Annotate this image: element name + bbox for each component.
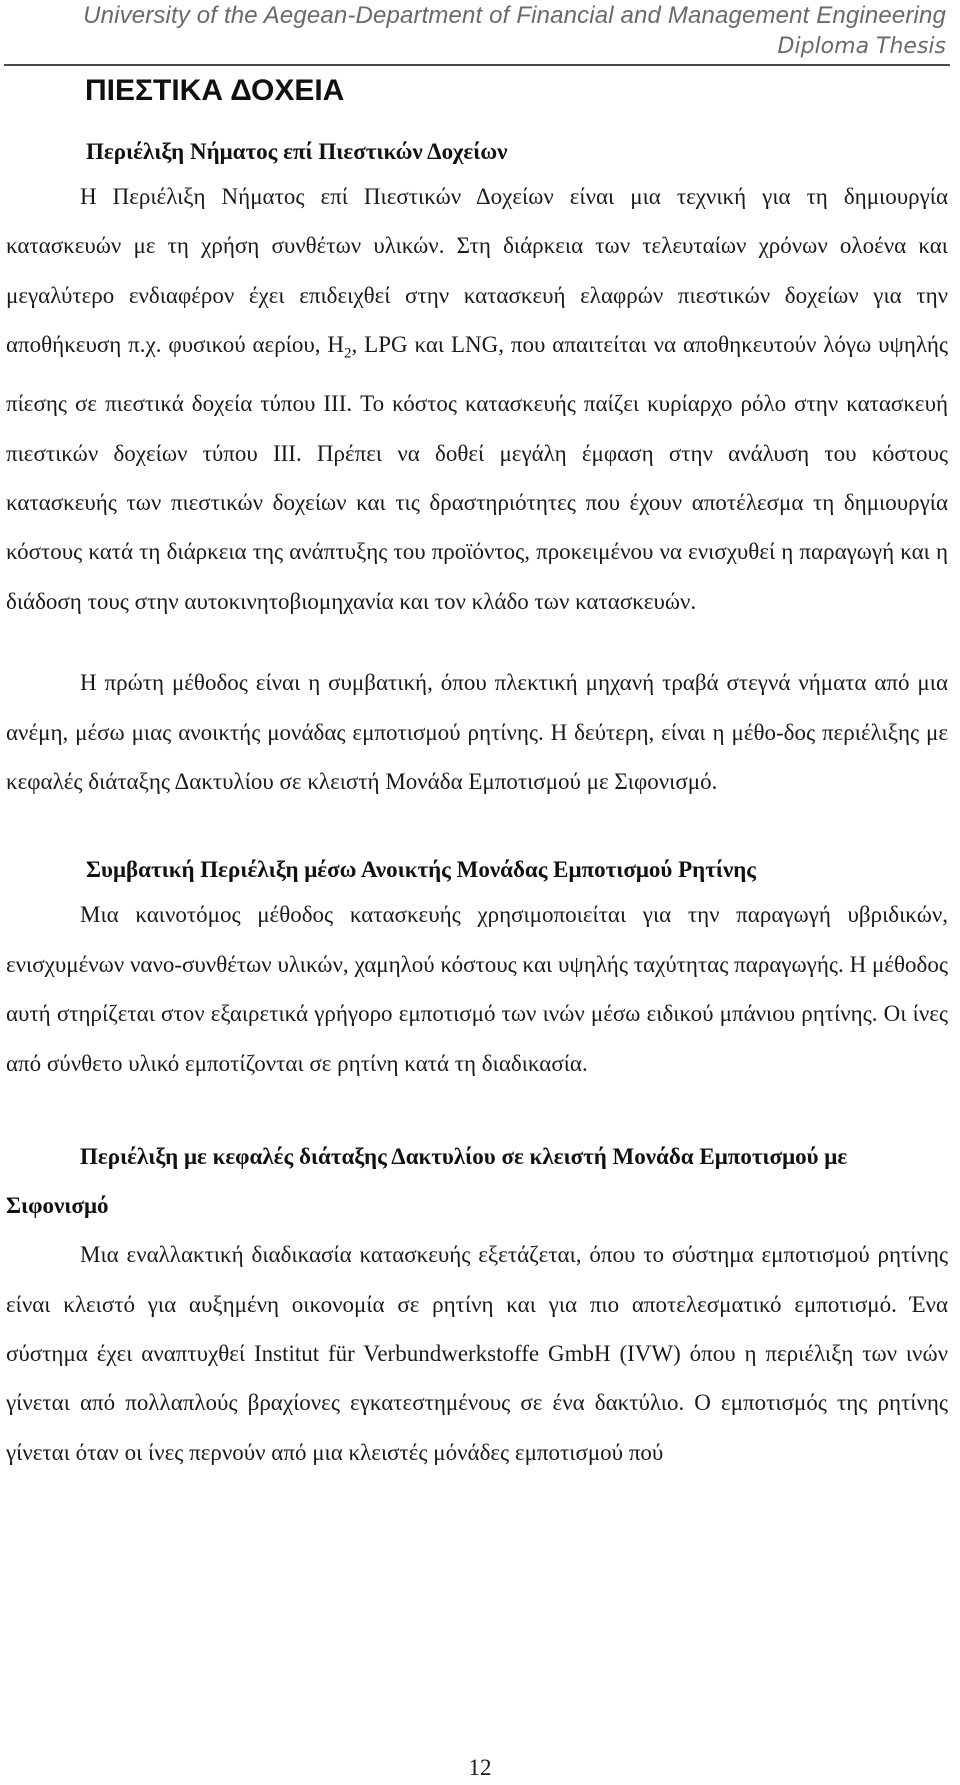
- paragraph-text: Η Περιέλιξη Νήματος επί Πιεστικών Δοχείων είναι μια τεχνική για τη δημιουργία κατασκευών με τη χρήση συνθέτων υλικών. Στη διάρκεια των τελευταίων χρόνων ολοένα και μεγαλύτερο ενδιαφέρον έχει επιδειχθεί στην κατασκευή ελαφρών πιεστικών δοχείων για την αποθήκευση π.χ. φυσικού αερίου, H: [6, 184, 948, 358]
- chapter-title: ΠΙΕΣΤΙΚΑ ΔΟΧΕΙΑ: [85, 74, 345, 107]
- paragraph: Μια εναλλακτική διαδικασία κατασκευής εξετάζεται, όπου το σύστημα εμποτισμού ρητίνης είναι κλειστό για αυξημένη οικονομία σε ρητίνη και για πιο αποτελεσματικό εμποτισμό. Ένα σύστημα έχει αναπτυχθεί Institut für Verbundwerkstoffe GmbH (IVW) όπου η περιέλιξη των ινών γίνεται από πολλαπλούς βραχίονες εγκατεστημένους σε ένα δακτύλιο. Ο εμποτισμός της ρητίνης γίνεται όταν οι ίνες περνούν από μια κλειστές μόνάδες εμποτισμού πού: [6, 1242, 948, 1465]
- subscript-2: 2: [344, 345, 352, 362]
- section-conventional-winding: [6, 850, 948, 1088]
- paragraph-text-cont: , LPG και LNG, που απαιτείται να αποθηκευτούν λόγω υψηλής πίεσης σε πιεστικά δοχεία τύπου III. Το κόστος κατασκευής παίζει κυρίαρχο ρόλο στην κατασκευή πιεστικών δοχείων τύπου III. Πρέπει να δοθεί μεγάλη έμφαση στην ανάλυση του κόστους κατασκευής των πιεστικών δοχείων και τις δραστηριότητες που έχουν αποτέλεσμα τη δημιουργία κόστους κατά τη διάρκεια της ανάπτυξης του προϊόντος, προκειμένου να ενισχυθεί η παραγωγή και η διάδοση τους στην αυτοκινητοβιομηχανία και τον κλάδο των κατασκευών.: [6, 332, 948, 614]
- section-heading-text: Περιέλιξη με κεφαλές διάταξης Δακτυλίου σε κλειστή Μονάδα Εμποτισμού με Σιφονισμό: [6, 1144, 848, 1219]
- page-number: 12: [468, 1755, 492, 1780]
- section-filament-winding: [6, 132, 948, 806]
- paragraph: Η πρώτη μέθοδος είναι η συμβατική, όπου πλεκτική μηχανή τραβά στεγνά νήματα από μια ανέμη, μέσω μιας ανοικτής μονάδας εμποτισμού ρητίνης. Η δεύτερη, είναι η μέθο-δος περιέλιξης με κεφαλές διάταξης Δακτυλίου σε κλειστή Μονάδα Εμποτισμού με Σιφονισμό.: [6, 670, 948, 795]
- paragraph: [6, 172, 948, 626]
- section-ring-winding: [6, 1132, 948, 1477]
- header-university: University of the Aegean-Department of Financial and Management Engineering: [83, 2, 946, 29]
- running-header: [6, 0, 946, 62]
- header-rule: [4, 64, 950, 66]
- section-heading: Συμβατική Περιέλιξη μέσω Ανοικτής Μονάδας Εμποτισμού Ρητίνης: [86, 857, 756, 883]
- section-heading: [6, 1132, 948, 1230]
- section-heading: Περιέλιξη Νήματος επί Πιεστικών Δοχείων: [86, 139, 508, 164]
- body-content: [6, 132, 948, 1477]
- header-thesis-type: Diploma Thesis: [777, 34, 946, 59]
- paragraph: Μια καινοτόμος μέθοδος κατασκευής χρησιμοποιείται για την παραγωγή υβριδικών, ενισχυμένων νανο-συνθέτων υλικών, χαμηλού κόστους και υψηλής ταχύτητας παραγωγής. Η μέθοδος αυτή στηρίζεται στον εξαιρετικά γρήγορο εμποτισμό των ινών μέσω ειδικού μπάνιου ρητίνης. Οι ίνες από σύνθετο υλικό εμποτίζονται σε ρητίνη κατά τη διαδικασία.: [6, 902, 948, 1076]
